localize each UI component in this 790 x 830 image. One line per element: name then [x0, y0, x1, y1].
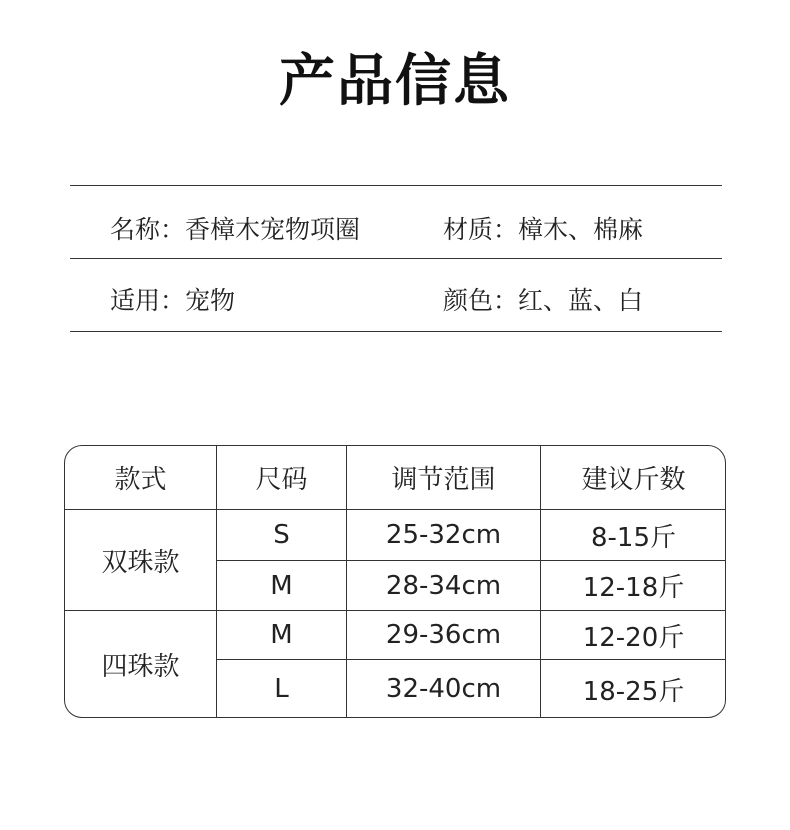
range-cell: 28-34cm — [385, 570, 502, 601]
range-cell: 29-36cm — [385, 620, 502, 650]
weight-cell: 8-15斤 — [590, 522, 676, 553]
style-cell: 四珠款 — [101, 652, 180, 682]
size-table — [64, 445, 726, 718]
size-cell: M — [270, 620, 293, 650]
size-cell: S — [273, 520, 290, 550]
header-size: 尺码 — [255, 465, 308, 495]
info-divider-top — [70, 185, 722, 186]
header-style: 款式 — [114, 465, 167, 495]
header-range: 调节范围 — [391, 465, 496, 495]
weight-cell: 12-20斤 — [582, 622, 685, 653]
range-cell: 25-32cm — [385, 520, 502, 550]
info-material: 材质：樟木、棉麻 — [443, 215, 644, 244]
info-divider-bottom — [70, 331, 722, 332]
info-color: 颜色：红、蓝、白 — [443, 286, 644, 315]
range-cell: 32-40cm — [385, 674, 502, 704]
style-cell: 双珠款 — [101, 547, 180, 578]
weight-cell: 18-25斤 — [582, 676, 685, 707]
info-divider-middle — [70, 258, 722, 259]
page-title: 产品信息 — [279, 49, 511, 114]
info-usage: 适用：宠物 — [110, 286, 236, 315]
size-cell: L — [274, 674, 289, 704]
size-cell: M — [270, 570, 293, 601]
header-weight: 建议斤数 — [581, 465, 686, 495]
weight-cell: 12-18斤 — [582, 573, 685, 603]
info-name: 名称：香樟木宠物项圈 — [110, 215, 361, 244]
